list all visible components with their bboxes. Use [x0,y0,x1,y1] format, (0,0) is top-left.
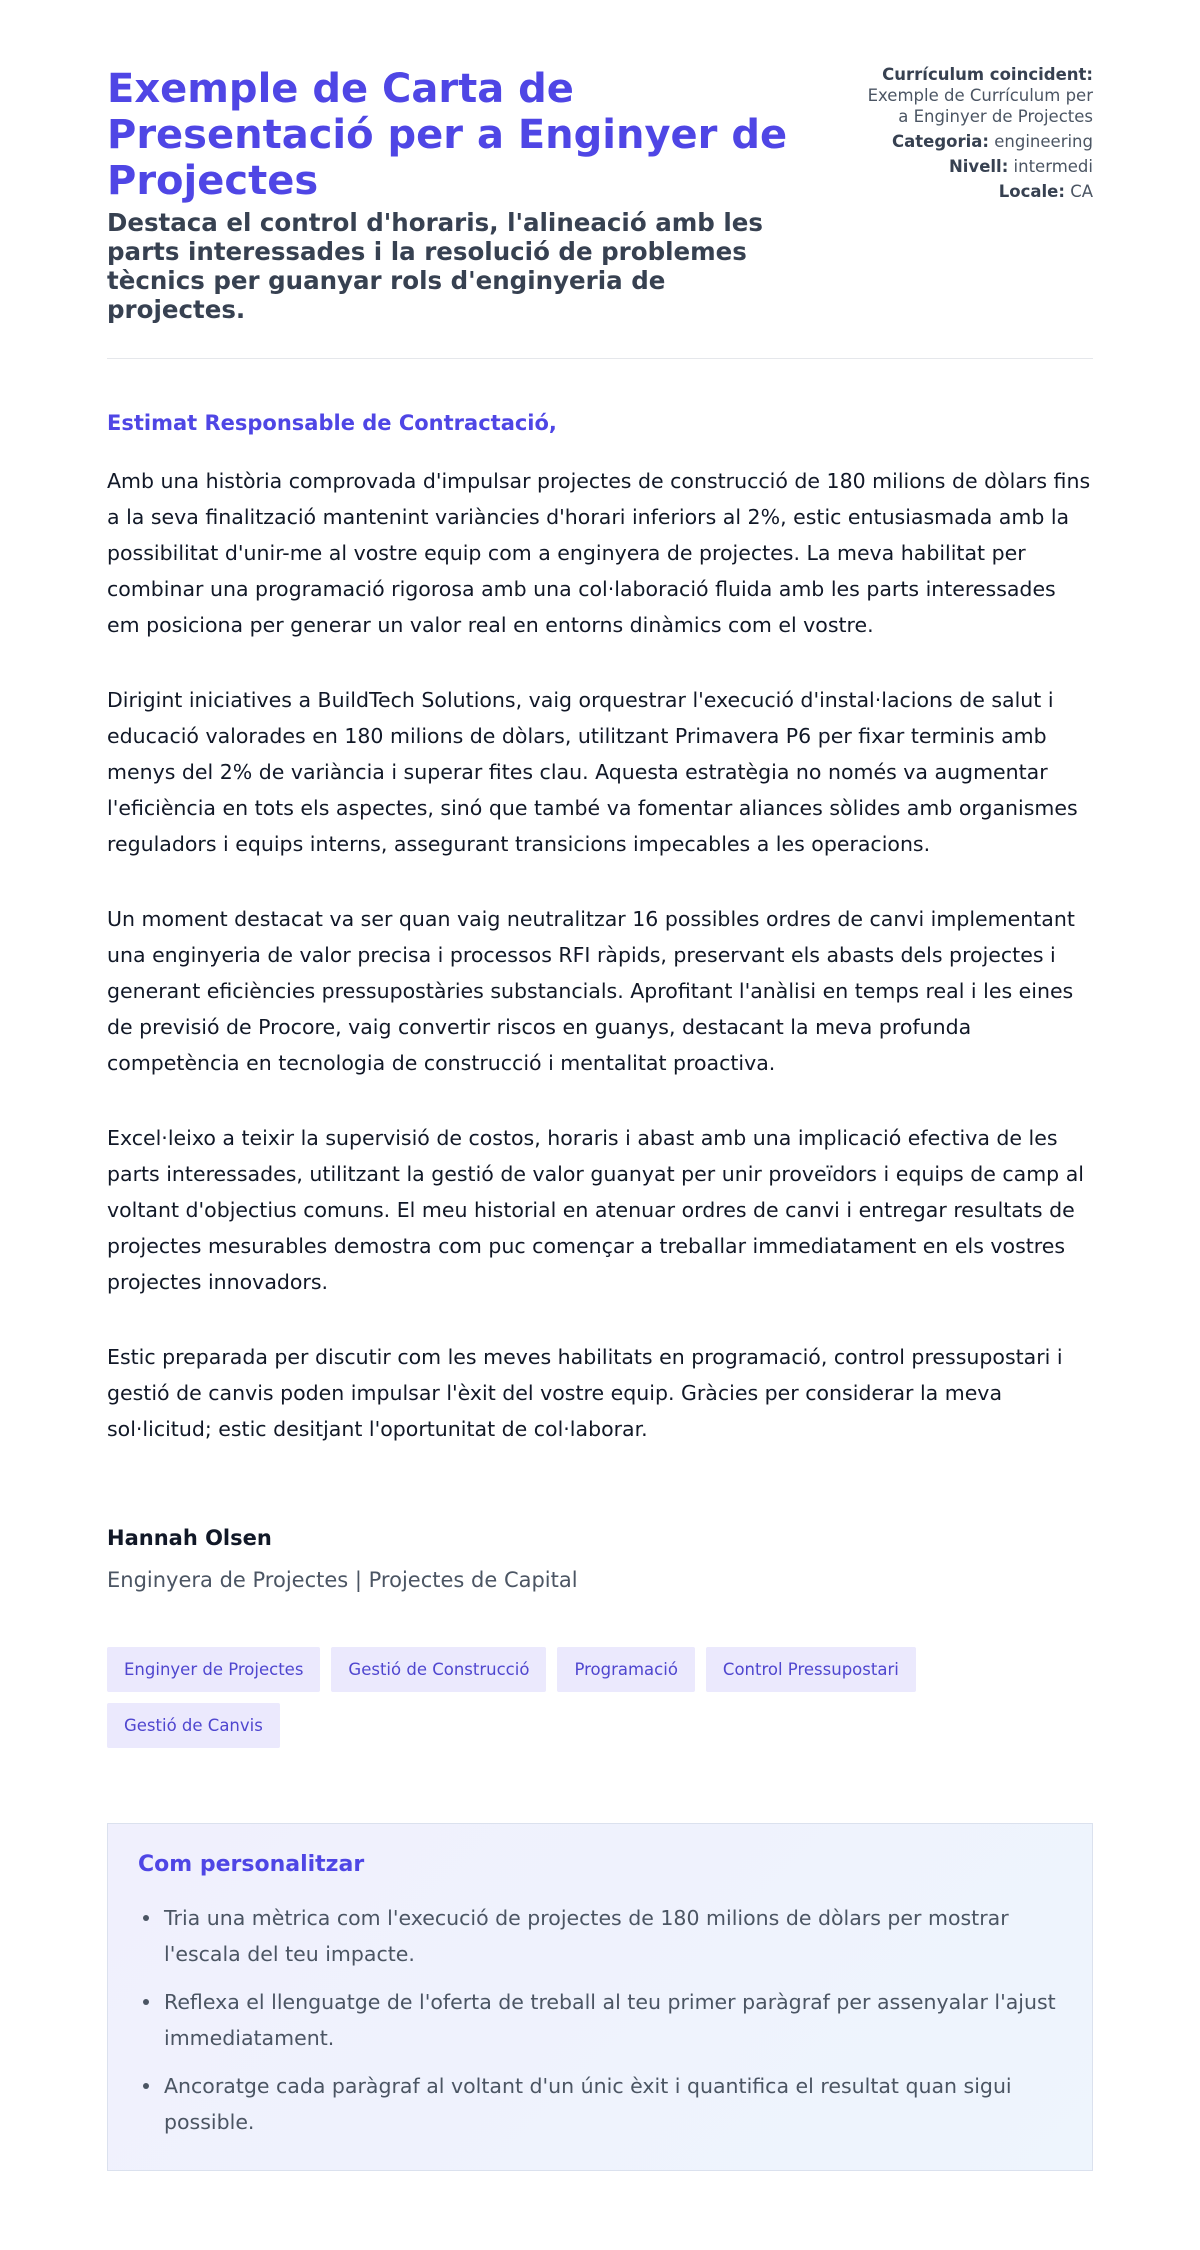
meta-category [853,131,1093,152]
meta-locale [853,181,1093,202]
tag-chip[interactable]: Gestió de Construcció [331,1647,546,1692]
letter-paragraph: Estic preparada per discutir com les meves habilitats en programació, control pressupostari i gestió de canvis poden impulsar l'èxit del vostre equip. Gràcies per considerar la meva sol·licitud; estic desitjant l'oportunitat de col·laborar. [107,1345,1063,1441]
page-header [107,60,1093,359]
letter-body [107,409,1093,1447]
meta-level [853,156,1093,177]
signature-name: Hannah Olsen [107,1526,272,1550]
customization-tips-box [107,1823,1093,2171]
tips-list-item: Ancoratge cada paràgraf al voltant d'un únic èxit i quantifica el resultat quan sigui possible. [164,2068,1062,2140]
meta-category-label: Categoria: [892,132,990,151]
meta-level-label: Nivell: [948,157,1009,176]
tips-title: Com personalitzar [138,1852,365,1877]
tag-chip[interactable]: Programació [557,1647,694,1692]
tag-chip[interactable]: Control Pressupostari [706,1647,916,1692]
meta-resume [853,64,1093,127]
signature-role: Enginyera de Projectes | Projectes de Capital [107,1568,578,1592]
meta-category-value: engineering [994,132,1093,151]
tag-chip[interactable]: Gestió de Canvis [107,1703,280,1748]
tag-list [107,1647,1093,1748]
letter-paragraph: Excel·leixo a teixir la supervisió de costos, horaris i abast amb una implicació efectiva de les parts interessades, utilitzant la gestió de valor guanyat per unir proveïdors i equips de camp al voltant d'objectius comuns. El meu historial en atenuar ordres de canvi i entregar resultats de projectes mesurables demostra com puc començar a treballar immediatament en els vostres projectes innovadors. [107,1126,1084,1294]
meta-locale-label: Locale: [998,182,1065,201]
letter-paragraph: Amb una història comprovada d'impulsar projectes de construcció de 180 milions de dòlars fins a la seva finalització mantenint variàncies d'horari inferiors al 2%, estic entusiasmada amb la possibilitat d'unir-me al vostre equip com a enginyera de projectes. La meva habilitat per combinar una programació rigorosa amb una col·laboració fluida amb les parts interessades em posiciona per generar un valor real en entorns dinàmics com el vostre. [107,469,1091,637]
meta-resume-label: Currículum coincident: [882,65,1093,84]
tag-chip[interactable]: Enginyer de Projectes [107,1647,320,1692]
letter-paragraph: Dirigint iniciatives a BuildTech Solutions, vaig orquestrar l'execució d'instal·lacions de salut i educació valorades en 180 milions de dòlars, utilitzant Primavera P6 per fixar terminis amb menys del 2% de variància i superar fites clau. Aquesta estratègia no només va augmentar l'eficiència en tots els aspectes, sinó que també va fomentar aliances sòlides amb organismes reguladors i equips interns, assegurant transicions impecables a les operacions. [107,688,1078,856]
letter-paragraph: Un moment destacat va ser quan vaig neutralitzar 16 possibles ordres de canvi implementant una enginyeria de valor precisa i processos RFI ràpids, preservant els abasts dels projectes i generant eficiències pressupostàries substancials. Aprofitant l'anàlisi en temps real i les eines de previsió de Procore, vaig convertir riscos en guanys, destacant la meva profunda competència en tecnologia de construcció i mentalitat proactiva. [107,907,1075,1075]
meta-locale-value: CA [1070,182,1093,201]
signature-block [107,1524,1093,1594]
header-titles [107,60,807,324]
meta-resume-value[interactable]: Exemple de Currículum per a Enginyer de Projectes [867,86,1093,126]
tips-list [138,1900,1062,2140]
letter-greeting: Estimat Responsable de Contractació, [107,411,557,435]
meta-panel [853,64,1093,206]
meta-level-value: intermedi [1013,157,1093,176]
tips-list-item: Tria una mètrica com l'execució de projectes de 180 milions de dòlars per mostrar l'escala del teu impacte. [164,1900,1062,1972]
page-subtitle: Destaca el control d'horaris, l'alineació amb les parts interessades i la resolució de problemes tècnics per guanyar rols d'enginyeria de projectes. [107,208,763,324]
page-title: Exemple de Carta de Presentació per a Enginyer de Projectes [107,66,788,204]
tips-list-item: Reflexa el llenguatge de l'oferta de treball al teu primer paràgraf per assenyalar l'ajust immediatament. [164,1984,1062,2056]
